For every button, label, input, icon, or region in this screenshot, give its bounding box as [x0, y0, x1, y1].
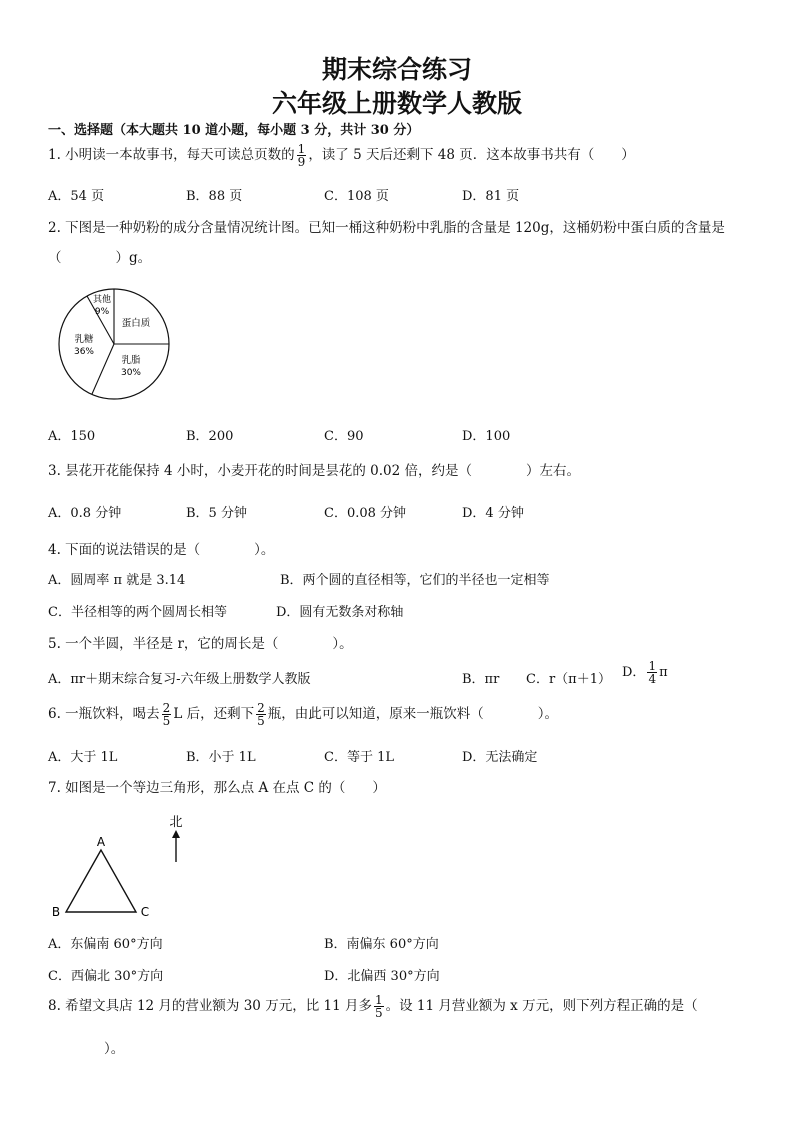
q5-optd-den: 4 — [648, 672, 657, 686]
q2-option-d[interactable]: D．100 — [462, 429, 511, 444]
question-7: 7. 如图是一个等边三角形，那么点 A 在点 C 的（ ） — [48, 780, 386, 796]
q2-option-b[interactable]: B．200 — [186, 429, 234, 444]
page-title: 期末综合练习 — [321, 55, 472, 84]
q7-option-b[interactable]: B．南偏东 60°方向 — [324, 937, 439, 952]
q4-option-a[interactable]: A．圆周率 π 就是 3.14 — [48, 573, 186, 588]
q6-f1-num: 2 — [162, 701, 171, 715]
pie-pct-lactose: 36% — [73, 347, 95, 357]
q1-text-pre: 1. 小明读一本故事书，每天可读总页数的 — [48, 147, 295, 163]
q4-option-b[interactable]: B．两个圆的直径相等，它们的半径也一定相等 — [280, 573, 550, 588]
q5-option-c[interactable]: C．r（π＋1） — [526, 672, 611, 687]
q4-option-c[interactable]: C．半径相等的两个圆周长相等 — [48, 605, 227, 620]
q6-text-mid: L 后，还剩下 — [173, 706, 255, 722]
triangle-figure — [44, 810, 194, 922]
q1-option-a[interactable]: A．54 页 — [48, 189, 105, 204]
q1-option-b[interactable]: B．88 页 — [186, 189, 243, 204]
page-subtitle: 六年级上册数学人教版 — [271, 89, 522, 118]
q8-fraction — [374, 994, 384, 1019]
pie-chart — [56, 286, 172, 402]
q5-option-d-fraction — [647, 660, 657, 685]
q6-f1-den: 5 — [162, 714, 171, 728]
pie-label-other: 其他 — [92, 295, 112, 305]
q1-option-c[interactable]: C．108 页 — [324, 189, 389, 204]
q6-option-a[interactable]: A．大于 1L — [48, 750, 118, 765]
pie-divider-bottom — [92, 344, 114, 394]
q3-option-b[interactable]: B．5 分钟 — [186, 506, 247, 521]
q5-option-d[interactable] — [622, 660, 668, 685]
q8-frac-den: 5 — [374, 1006, 383, 1020]
point-c-label: C — [140, 905, 150, 919]
question-4: 4. 下面的说法错误的是（ ）。 — [48, 542, 275, 558]
q8-frac-num: 1 — [374, 993, 383, 1007]
question-6 — [48, 702, 558, 727]
q3-option-d[interactable]: D．4 分钟 — [462, 506, 524, 521]
q6-fraction-1 — [162, 702, 172, 727]
pie-pct-fat: 30% — [120, 368, 142, 378]
q6-f2-num: 2 — [257, 701, 265, 715]
q5-option-b[interactable]: B．πr — [462, 672, 500, 687]
q1-option-d[interactable]: D．81 页 — [462, 189, 520, 204]
question-5: 5. 一个半圆，半径是 r，它的周长是（ ）。 — [48, 636, 353, 652]
question-1 — [48, 143, 635, 168]
q6-text-post: 瓶，由此可以知道，原来一瓶饮料（ ）。 — [267, 706, 558, 722]
q2-option-a[interactable]: A．150 — [48, 429, 96, 444]
q7-option-a[interactable]: A．东偏南 60°方向 — [48, 937, 163, 952]
q2-option-c[interactable]: C．90 — [324, 429, 364, 444]
q8-text-post: 。设 11 月营业额为 x 万元，则下列方程正确的是（ — [385, 998, 698, 1014]
q6-option-d[interactable]: D．无法确定 — [462, 750, 538, 765]
north-label: 北 — [169, 815, 183, 830]
pie-label-lactose: 乳糖 — [74, 334, 94, 345]
question-8 — [48, 994, 698, 1019]
section-heading: 一、选择题（本大题共 10 道小题，每小题 3 分，共计 30 分） — [48, 123, 420, 138]
question-2-line1: 2. 下图是一种奶粉的成分含量情况统计图。已知一桶这种奶粉中乳脂的含量是 120g，这桶奶粉中蛋白质的含量是 — [48, 220, 725, 236]
q7-option-d[interactable]: D．北偏西 30°方向 — [324, 969, 440, 984]
q5-option-d-label: D． — [622, 665, 646, 680]
q1-fraction — [297, 143, 307, 168]
equilateral-triangle — [66, 850, 136, 912]
pie-label-protein: 蛋白质 — [121, 318, 151, 329]
q5-option-a[interactable]: A．πr＋期末综合复习-六年级上册数学人教版 — [48, 672, 311, 687]
q3-option-a[interactable]: A．0.8 分钟 — [48, 506, 122, 521]
question-3: 3. 昙花开花能保持 4 小时，小麦开花的时间是昙花的 0.02 倍，约是（ ）左右。 — [48, 463, 580, 479]
q5-option-d-post: π — [659, 665, 668, 680]
q6-text-pre: 6. 一瓶饮料，喝去 — [48, 706, 160, 722]
north-arrowhead-icon — [172, 830, 180, 838]
q1-frac-num: 1 — [297, 142, 306, 156]
q3-option-c[interactable]: C．0.08 分钟 — [324, 506, 407, 521]
q6-f2-den: 5 — [257, 714, 265, 728]
question-8-line2: ）。 — [104, 1041, 125, 1057]
q6-fraction-2 — [256, 702, 266, 727]
pie-pct-other: 9% — [94, 307, 110, 317]
q4-option-d[interactable]: D．圆有无数条对称轴 — [276, 605, 404, 620]
q7-option-c[interactable]: C．西偏北 30°方向 — [48, 969, 164, 984]
question-2-line2: （ ）g。 — [48, 250, 152, 266]
q1-text-post: ，读了 5 天后还剩下 48 页．这本故事书共有（ ） — [308, 147, 635, 163]
q5-optd-num: 1 — [648, 659, 657, 673]
q6-option-c[interactable]: C．等于 1L — [324, 750, 394, 765]
q6-option-b[interactable]: B．小于 1L — [186, 750, 256, 765]
q1-frac-den: 9 — [297, 155, 306, 169]
point-a-label: A — [96, 835, 106, 849]
point-b-label: B — [51, 905, 61, 919]
pie-label-fat: 乳脂 — [121, 355, 141, 366]
q8-text-pre: 8. 希望文具店 12 月的营业额为 30 万元，比 11 月多 — [48, 998, 372, 1014]
